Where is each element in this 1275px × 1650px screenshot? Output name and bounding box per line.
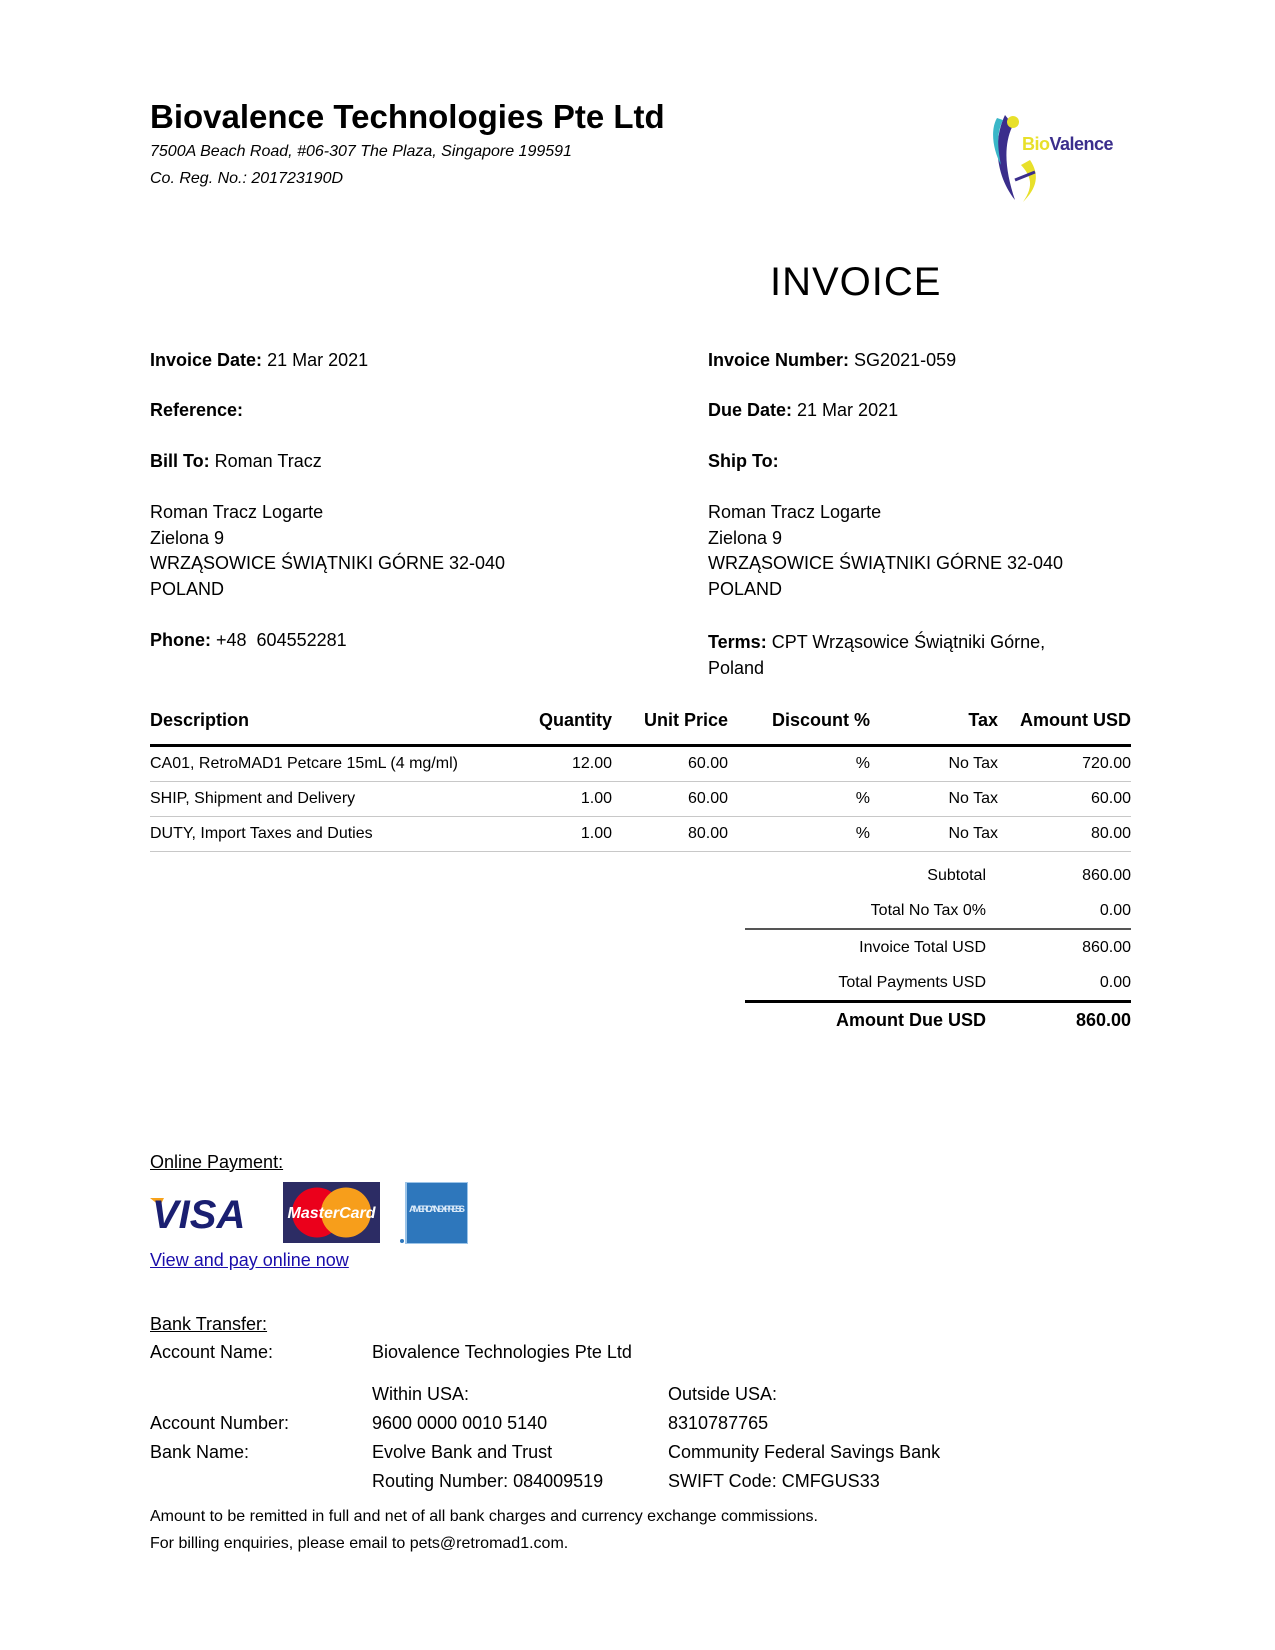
invoice-number-label: Invoice Number:	[708, 350, 850, 370]
cell-description: DUTY, Import Taxes and Duties	[150, 825, 373, 842]
bill-to-address	[150, 500, 505, 602]
table-row	[150, 747, 1131, 782]
terms-value: CPT Wrząsowice Świątniki Górne,	[771, 632, 1046, 652]
cell-quantity: 1.00	[580, 825, 612, 842]
outside-usa-label: Outside USA:	[668, 1384, 778, 1404]
bank-name-label: Bank Name:	[150, 1442, 250, 1462]
bill-to-label: Bill To:	[150, 451, 210, 471]
cell-discount: %	[855, 790, 870, 807]
outside-account-number: 8310787765	[668, 1413, 769, 1433]
due-date-label: Due Date:	[708, 400, 793, 420]
payments-value: 0.00	[1099, 973, 1131, 991]
svg-text:BioValence: BioValence	[1022, 134, 1114, 154]
cell-amount: 80.00	[1090, 825, 1131, 842]
within-account-number: 9600 0000 0010 5140	[372, 1413, 548, 1433]
address-line: WRZĄSOWICE ŚWIĄTNIKI GÓRNE 32-040	[150, 553, 506, 573]
invoice-date-value: 21 Mar 2021	[267, 350, 369, 370]
ship-to-label: Ship To:	[708, 451, 779, 471]
amount-due-value: 860.00	[1075, 1010, 1131, 1030]
phone-label: Phone:	[150, 630, 211, 650]
cell-tax: No Tax	[948, 790, 998, 807]
phone-value: +48 604552281	[216, 630, 347, 650]
table-header	[150, 710, 1131, 747]
subtotal-label: Subtotal	[927, 866, 986, 884]
cell-unit-price: 60.00	[687, 755, 728, 772]
header-discount: Discount %	[771, 710, 870, 730]
cell-tax: No Tax	[948, 755, 998, 772]
invoice-date-label: Invoice Date:	[150, 350, 263, 370]
cell-discount: %	[855, 755, 870, 772]
ship-to	[708, 451, 779, 472]
table-row	[150, 817, 1131, 852]
address-line: WRZĄSOWICE ŚWIĄTNIKI GÓRNE 32-040	[708, 553, 1064, 573]
amex-text: AMERICAN EXPRESS	[409, 1204, 465, 1215]
company-reg-no: Co. Reg. No.: 201723190D	[150, 170, 344, 187]
company-logo	[985, 110, 1120, 210]
visa-logo	[150, 1188, 250, 1234]
cell-tax: No Tax	[948, 825, 998, 842]
account-name-label: Account Name:	[150, 1342, 274, 1362]
terms-label: Terms:	[708, 632, 767, 652]
reference-label: Reference:	[150, 400, 244, 420]
subtotal-row	[745, 858, 1131, 893]
mastercard-logo	[283, 1182, 380, 1243]
invoice-total-row	[745, 928, 1131, 965]
header-unit-price: Unit Price	[643, 710, 728, 730]
bill-to-value: Roman Tracz	[214, 451, 322, 471]
invoice-number	[708, 350, 956, 371]
terms	[708, 630, 1045, 681]
table-row	[150, 782, 1131, 817]
routing-number: Routing Number: 084009519	[372, 1471, 604, 1491]
reference	[150, 400, 243, 421]
address-line: Zielona 9	[708, 527, 783, 548]
payments-row	[745, 965, 1131, 1000]
remittance-note: Amount to be remitted in full and net of all bank charges and currency exchange commissions.	[150, 1508, 818, 1525]
pay-online-link[interactable]: View and pay online now	[150, 1250, 349, 1270]
amex-logo	[400, 1182, 468, 1244]
address-line: POLAND	[708, 578, 783, 599]
tax-row	[745, 893, 1131, 928]
due-date-value: 21 Mar 2021	[797, 400, 899, 420]
header-quantity: Quantity	[538, 710, 612, 730]
cell-quantity: 1.00	[580, 790, 612, 807]
address-line: POLAND	[150, 578, 225, 599]
outside-bank-name: Community Federal Savings Bank	[668, 1442, 941, 1462]
tax-label: Total No Tax 0%	[870, 901, 986, 919]
mastercard-text: MasterCard	[287, 1205, 376, 1222]
bill-to	[150, 451, 322, 472]
billing-enquiries-note: For billing enquiries, please email to pets@retromad1.com.	[150, 1535, 569, 1552]
account-number-label: Account Number:	[150, 1413, 290, 1433]
cell-amount: 720.00	[1082, 755, 1131, 772]
subtotal-value: 860.00	[1082, 866, 1131, 884]
cell-description: SHIP, Shipment and Delivery	[150, 790, 356, 807]
within-bank-name: Evolve Bank and Trust	[372, 1442, 553, 1462]
cell-discount: %	[855, 825, 870, 842]
account-name-value: Biovalence Technologies Pte Ltd	[372, 1342, 632, 1362]
address-line: Zielona 9	[150, 527, 225, 548]
cell-amount: 60.00	[1090, 790, 1131, 807]
line-items-table	[150, 710, 1131, 852]
company-name: Biovalence Technologies Pte Ltd	[150, 98, 665, 135]
ship-to-address	[708, 500, 1063, 602]
amount-due-label: Amount Due USD	[836, 1010, 986, 1030]
address-line: Roman Tracz Logarte	[150, 502, 324, 522]
payments-label: Total Payments USD	[838, 973, 986, 991]
invoice-number-value: SG2021-059	[854, 350, 957, 370]
company-address: 7500A Beach Road, #06-307 The Plaza, Singapore 199591	[150, 143, 572, 160]
online-payment-title: Online Payment:	[150, 1152, 284, 1172]
totals-block	[745, 858, 1131, 1038]
header-tax: Tax	[968, 710, 998, 730]
visa-text: VISA	[152, 1193, 246, 1234]
cell-unit-price: 80.00	[687, 825, 728, 842]
amount-due-row	[745, 1000, 1131, 1038]
bank-transfer-title: Bank Transfer:	[150, 1314, 268, 1334]
swift-code: SWIFT Code: CMFGUS33	[668, 1471, 880, 1491]
cell-description: CA01, RetroMAD1 Petcare 15mL (4 mg/ml)	[150, 755, 458, 772]
phone	[150, 630, 347, 651]
due-date	[708, 400, 898, 421]
invoice-title: INVOICE	[770, 260, 942, 304]
invoice-total-label: Invoice Total USD	[859, 938, 986, 956]
cell-unit-price: 60.00	[687, 790, 728, 807]
terms-value-cont: Poland	[708, 657, 765, 678]
invoice-date	[150, 350, 368, 371]
invoice-total-value: 860.00	[1082, 938, 1131, 956]
within-usa-label: Within USA:	[372, 1384, 470, 1404]
tax-value: 0.00	[1099, 901, 1131, 919]
header-amount: Amount USD	[1020, 710, 1131, 730]
header-description: Description	[150, 710, 250, 730]
cell-quantity: 12.00	[571, 755, 612, 772]
address-line: Roman Tracz Logarte	[708, 502, 882, 522]
